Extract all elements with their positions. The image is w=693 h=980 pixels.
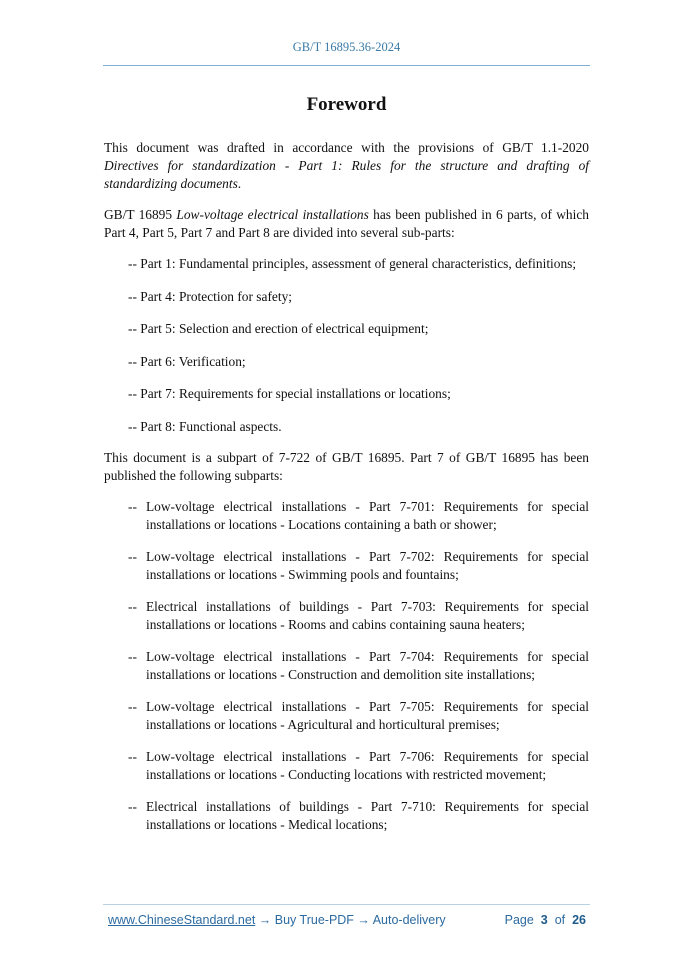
italic-title: Low-voltage electrical installations (176, 207, 369, 222)
dash: -- (128, 699, 137, 714)
subpart-list-item (128, 548, 589, 584)
footer-text: → Buy True-PDF → Auto-delivery (255, 913, 446, 927)
current-page: 3 (540, 913, 548, 927)
paragraph-2 (104, 206, 589, 242)
part-list-item: -- Part 1: Fundamental principles, assessment of general characteristics, definitions; (128, 256, 577, 271)
text: . (237, 176, 242, 191)
part-list-item: -- Part 4: Protection for safety; (128, 288, 292, 304)
subpart-list-item (128, 798, 589, 834)
dash: -- (128, 649, 137, 664)
subpart-list-item (128, 648, 589, 684)
subpart-text: Low-voltage electrical installations - Part 7-705: Requirements for special installations or locations - Agricultural and horticultural premises; (146, 699, 589, 732)
page-title: Foreword (306, 94, 387, 115)
part-list-item: -- Part 7: Requirements for special installations or locations; (128, 386, 451, 401)
subpart-text: Electrical installations of buildings - Part 7-710: Requirements for special installations or locations - Medical locations; (146, 799, 589, 832)
italic-title: Directives for standardization - Part 1: Rules for the structure and drafting of standardizing documents (104, 158, 589, 191)
subpart-text: Low-voltage electrical installations - Part 7-701: Requirements for special installations or locations - Locations containing a bath or shower; (146, 499, 589, 532)
page-label: Page (504, 913, 534, 927)
part-list-item: -- Part 8: Functional aspects. (128, 418, 282, 434)
of-label: of (554, 913, 566, 927)
website-link[interactable]: www.ChineseStandard.net (108, 913, 256, 927)
text: This document was drafted in accordance with the provisions of GB/T 1.1-2020 (104, 140, 589, 155)
subpart-text: Low-voltage electrical installations - Part 7-702: Requirements for special installations or locations - Swimming pools and fountains; (146, 549, 589, 582)
footer (108, 913, 586, 927)
subpart-list-item (128, 748, 589, 784)
dash: -- (128, 499, 137, 514)
subpart-list-item (128, 698, 589, 734)
paragraph-1 (104, 139, 589, 193)
subpart-text: Low-voltage electrical installations - Part 7-706: Requirements for special installations or locations - Conducting locations with restricted movement; (146, 749, 589, 782)
document-body (104, 139, 589, 848)
text: has been published in 6 parts, of which Part 4, Part 5, Part 7 and Part 8 are divided into several sub-parts: (104, 207, 589, 240)
total-pages: 26 (572, 913, 586, 927)
subpart-text: Low-voltage electrical installations - Part 7-704: Requirements for special installations or locations - Construction and demolition site installations; (146, 649, 589, 682)
page-number (505, 913, 586, 927)
paragraph-3: This document is a subpart of 7-722 of GB/T 16895. Part 7 of GB/T 16895 has been published the following subparts: (104, 450, 589, 483)
running-header: GB/T 16895.36-2024 (292, 40, 401, 54)
part-list-item: -- Part 6: Verification; (128, 353, 246, 369)
dash: -- (128, 749, 137, 764)
dash: -- (128, 549, 137, 564)
subpart-list-item (128, 498, 589, 534)
footer-divider (103, 904, 590, 905)
subpart-text: Electrical installations of buildings - Part 7-703: Requirements for special installations or locations - Rooms and cabins containing sauna heaters; (146, 599, 589, 632)
dash: -- (128, 599, 137, 614)
subpart-list-item (128, 598, 589, 634)
text: GB/T 16895 (104, 207, 177, 222)
dash: -- (128, 799, 137, 814)
part-list-item: -- Part 5: Selection and erection of electrical equipment; (128, 321, 429, 336)
header-divider (103, 65, 590, 66)
